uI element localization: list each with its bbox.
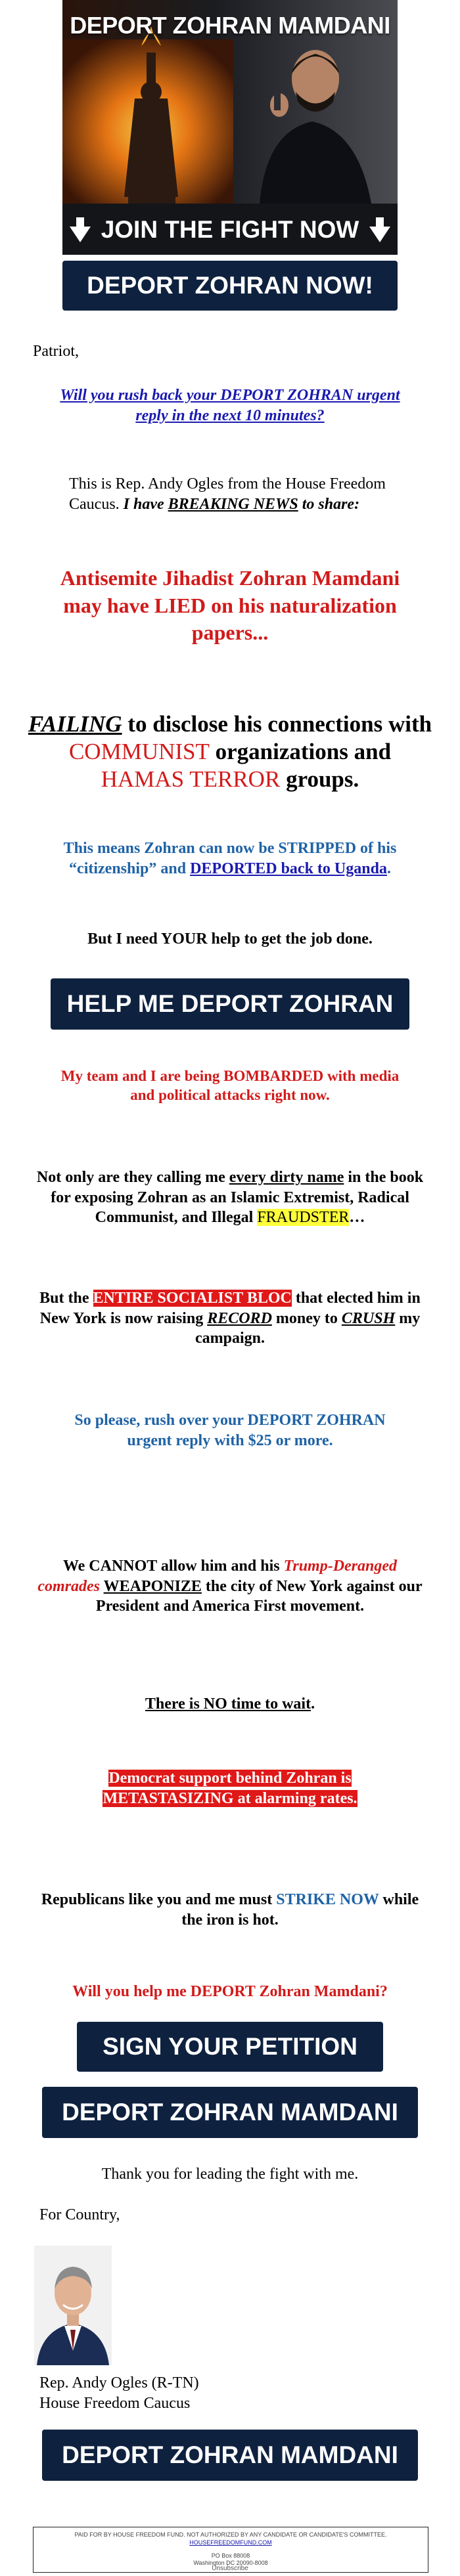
- socialist-bloc-paragraph: [33, 1288, 427, 1349]
- bloc-text-1: But the: [39, 1290, 93, 1307]
- calling-text-3: in the book for exposing Zohran as an Islamic Extremist, Radical Communist, and Illegal: [51, 1169, 424, 1227]
- need-help-text: But I need YOUR help to get the job done.: [87, 930, 373, 948]
- rush-over-text: So please, rush over your DEPORT ZOHRAN urgent reply with $25 or more.: [74, 1412, 386, 1449]
- headline-lied: Antisemite Jihadist Zohran Mamdani may have LIED on his naturalization papers...: [60, 566, 400, 645]
- weaponize-text: WEAPONIZE: [103, 1577, 202, 1595]
- dem-support-line-2: METASTASIZING at alarming rates.: [103, 1790, 357, 1808]
- sign-petition-button[interactable]: SIGN YOUR PETITION: [77, 2022, 383, 2072]
- trump-deranged-text: Trump-Deranged comrades: [37, 1558, 398, 1595]
- hero-banner-image[interactable]: [62, 0, 398, 255]
- hero-cta: [62, 210, 398, 250]
- salutation: Patriot,: [33, 343, 79, 360]
- stripped-text: This means Zohran can now be STRIPPED of his “citizenship” and: [63, 840, 397, 877]
- calling-text-1: Not only are they calling me: [36, 1169, 229, 1186]
- unsubscribe-link[interactable]: Unsubscribe: [212, 2565, 248, 2572]
- author-portrait-photo: [34, 2246, 112, 2365]
- record-text: RECORD: [207, 1309, 272, 1327]
- failing-text: FAILING: [28, 711, 122, 737]
- cannot-allow-paragraph: [33, 1556, 427, 1617]
- intro-paragraph: [69, 474, 424, 514]
- arrow-down-icon: [369, 217, 390, 242]
- for-country-text: For Country,: [39, 2206, 120, 2223]
- failing-paragraph: [26, 710, 434, 793]
- no-time-underlined: There is NO time to wait: [145, 1695, 311, 1713]
- strike-now-text: STRIKE NOW: [276, 1891, 379, 1908]
- no-time-text: [46, 1694, 414, 1714]
- every-dirty-name-text: every dirty name: [229, 1169, 344, 1186]
- bloc-text-3: that elected him in New York is now raising: [39, 1290, 421, 1327]
- urgent-reply-link-text[interactable]: Will you rush back your DEPORT ZOHRAN urgent reply in the next 10 minutes?: [60, 387, 400, 424]
- stripped-text-end: .: [386, 860, 391, 877]
- failing-text-2: to disclose his connections with: [122, 711, 432, 737]
- intro-text-a: This is Rep. Andy Ogles from the House Freedom Caucus.: [69, 475, 386, 513]
- strike-text-3: while the iron is hot.: [181, 1891, 419, 1929]
- signature-organization: House Freedom Caucus: [39, 2395, 191, 2412]
- failing-text-6: groups.: [280, 766, 359, 792]
- will-you-help-text: Will you help me DEPORT Zohran Mamdani?: [72, 1983, 388, 2000]
- dem-support-line-1: Democrat support behind Zohran is: [108, 1770, 352, 1787]
- strike-now-paragraph: [39, 1890, 421, 1930]
- hero-cta-label: JOIN THE FIGHT NOW: [101, 216, 359, 243]
- breaking-news-text: BREAKING NEWS: [168, 495, 298, 513]
- deport-zohran-mamdani-button-bottom[interactable]: DEPORT ZOHRAN MAMDANI: [42, 2430, 418, 2481]
- cannot-text-5: the city of New York against our President and America First movement.: [95, 1577, 423, 1615]
- hamas-terror-text: HAMAS TERROR: [101, 766, 281, 792]
- failing-text-4: organizations and: [209, 739, 392, 764]
- arrow-down-icon: [70, 217, 91, 242]
- cannot-text-1: We CANNOT allow him and his: [62, 1558, 284, 1575]
- metastasizing-paragraph: [46, 1768, 414, 1809]
- fraudster-highlight: FRAUDSTER: [257, 1209, 350, 1227]
- deport-zohran-mamdani-button[interactable]: DEPORT ZOHRAN MAMDANI: [42, 2087, 418, 2138]
- stripped-paragraph: [46, 839, 414, 879]
- deport-zohran-now-button[interactable]: DEPORT ZOHRAN NOW!: [62, 261, 398, 311]
- crush-text: CRUSH: [341, 1309, 396, 1327]
- help-me-deport-zohran-button[interactable]: HELP ME DEPORT ZOHRAN: [51, 978, 409, 1030]
- no-time-period: .: [311, 1695, 315, 1713]
- bloc-text-7: my campaign.: [195, 1309, 421, 1347]
- deported-uganda-link[interactable]: DEPORTED back to Uganda: [190, 860, 387, 877]
- footer-address-1: PO Box 88008: [211, 2552, 250, 2559]
- strike-text-1: Republicans like you and me must: [41, 1891, 277, 1908]
- urgent-reply-link[interactable]: [46, 385, 414, 426]
- footer-website-link[interactable]: HOUSEFREEDOMFUND.COM: [189, 2539, 272, 2546]
- signature-name: Rep. Andy Ogles (R-TN): [39, 2374, 199, 2391]
- bombarded-text: My team and I are being BOMBARDED with media and political attacks right now.: [60, 1068, 400, 1104]
- footer-address-2: Washington DC 20090-8008: [193, 2560, 268, 2566]
- dirty-name-paragraph: [33, 1168, 427, 1228]
- intro-text-b: I have: [123, 495, 168, 513]
- bloc-text-5: money to: [271, 1309, 342, 1327]
- hero-title: DEPORT ZOHRAN MAMDANI: [70, 12, 390, 39]
- socialist-bloc-highlight: ENTIRE SOCIALIST BLOC: [93, 1290, 292, 1307]
- footer-paid-for: PAID FOR BY HOUSE FREEDOM FUND. NOT AUTHORIZED BY ANY CANDIDATE OR CANDIDATE'S COMMITTEE.: [74, 2531, 387, 2538]
- calling-ellipsis: …: [349, 1209, 365, 1227]
- thanks-text: Thank you for leading the fight with me.: [101, 2166, 359, 2183]
- communist-text: COMMUNIST: [68, 739, 210, 764]
- intro-text-d: to share:: [298, 495, 360, 513]
